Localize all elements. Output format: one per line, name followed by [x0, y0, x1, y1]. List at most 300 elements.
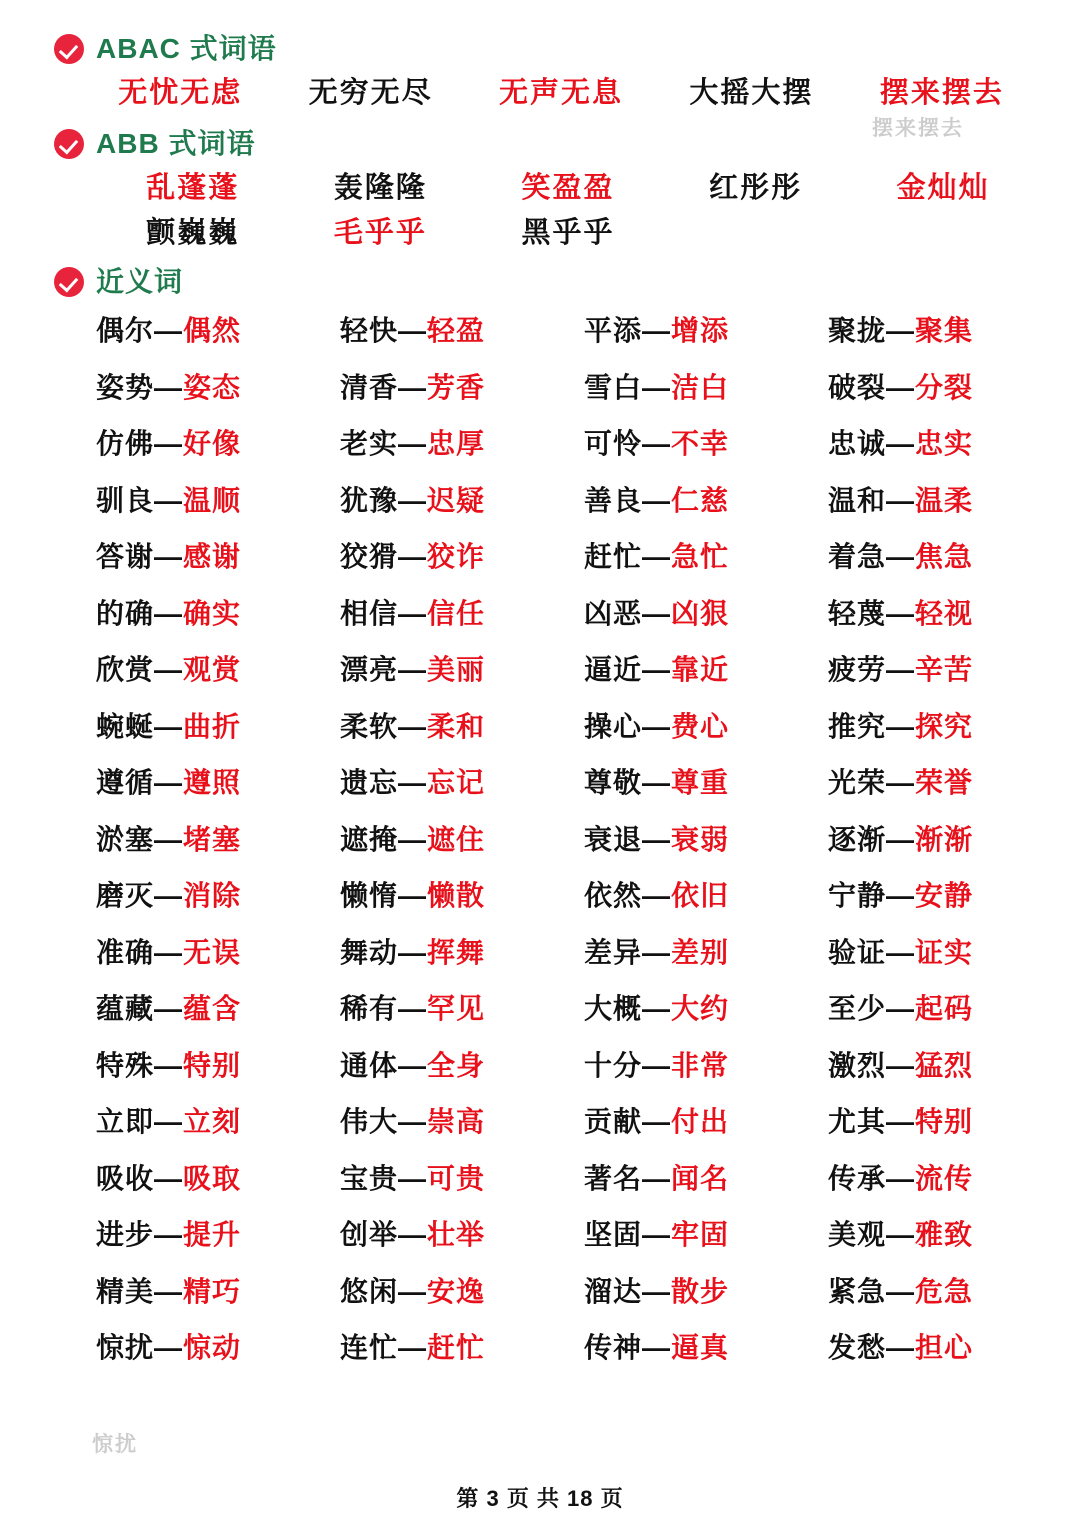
synonym-match: 衰弱: [671, 823, 730, 855]
synonym-pair: [584, 981, 828, 1038]
synonym-match: 信任: [427, 597, 486, 629]
synonym-pair: [340, 1151, 584, 1208]
synonym-match: 好像: [183, 428, 242, 459]
word-row: [40, 70, 1040, 111]
synonym-pair: [340, 812, 584, 869]
synonym-word: 贡献: [584, 1106, 643, 1137]
synonym-pair: [828, 1320, 1072, 1377]
synonym-pair: [828, 416, 1072, 473]
synonym-separator: —: [398, 1162, 428, 1194]
synonym-word: 逼近: [584, 654, 643, 685]
word-row: [40, 210, 1040, 251]
synonym-separator: —: [398, 767, 428, 798]
synonym-word: 宁静: [828, 880, 887, 911]
synonym-separator: —: [398, 710, 428, 742]
synonym-match: 雅致: [915, 1219, 974, 1250]
synonym-pair: [584, 360, 828, 417]
synonym-match: 安逸: [427, 1275, 486, 1307]
synonym-word: 坚固: [584, 1219, 643, 1250]
synonym-word: 可怜: [584, 428, 643, 459]
synonym-separator: —: [642, 936, 672, 968]
synonym-word: 吸收: [96, 1162, 155, 1194]
synonym-pair: [584, 1207, 828, 1264]
synonym-word: 稀有: [340, 993, 399, 1024]
synonym-match: 散步: [671, 1275, 730, 1307]
synonym-match: 惊动: [183, 1332, 242, 1363]
synonym-word: 操心: [584, 710, 643, 742]
synonym-pair: [828, 586, 1072, 643]
word-item: 轰隆隆: [333, 172, 427, 204]
synonym-pair: [828, 1038, 1072, 1095]
synonym-pair: [828, 868, 1072, 925]
synonym-separator: —: [398, 1332, 428, 1363]
synonym-match: 安静: [915, 880, 974, 911]
synonym-pair: [584, 755, 828, 812]
synonym-separator: —: [398, 484, 428, 516]
synonym-word: 懒惰: [340, 880, 399, 911]
word-item: 无穷无尽: [308, 77, 433, 109]
synonym-word: 精美: [96, 1275, 155, 1307]
synonym-match: 猛烈: [915, 1049, 974, 1081]
synonym-pair: [828, 303, 1072, 360]
synonym-separator: —: [642, 654, 672, 685]
synonym-pair: [584, 1038, 828, 1095]
synonym-pair: [340, 925, 584, 982]
word-item: 颤巍巍: [146, 217, 240, 249]
synonym-word: 传承: [828, 1162, 887, 1194]
section-title-abac: ABAC 式词语: [96, 33, 277, 64]
synonym-separator: —: [642, 428, 672, 459]
synonym-word: 发愁: [828, 1332, 887, 1363]
word-row: [40, 165, 1040, 206]
synonym-pair: [584, 1320, 828, 1377]
synonym-separator: —: [154, 1162, 184, 1194]
synonym-separator: —: [154, 1106, 184, 1137]
synonym-word: 姿势: [96, 371, 155, 403]
synonym-separator: —: [642, 315, 672, 346]
synonym-pair: [828, 699, 1072, 756]
synonym-separator: —: [642, 597, 672, 629]
synonym-word: 尊敬: [584, 767, 643, 798]
synonym-match: 曲折: [183, 710, 242, 742]
synonym-match: 危急: [915, 1275, 974, 1307]
check-circle-icon: [54, 129, 84, 159]
synonym-match: 大约: [671, 993, 730, 1024]
synonym-word: 伟大: [340, 1106, 399, 1137]
synonym-word: 舞动: [340, 936, 399, 968]
synonym-separator: —: [398, 371, 428, 403]
section-header-abb: [54, 129, 1040, 159]
synonym-separator: —: [398, 315, 428, 346]
section-header-abac: [54, 34, 1040, 64]
synonym-match: 迟疑: [427, 484, 486, 516]
synonym-pair: [96, 699, 340, 756]
synonym-word: 狡猾: [340, 541, 399, 572]
synonym-pair: [828, 529, 1072, 586]
synonym-match: 非常: [671, 1049, 730, 1081]
synonym-word: 遮掩: [340, 823, 399, 855]
synonym-pair: [96, 755, 340, 812]
synonym-pair: [828, 812, 1072, 869]
synonym-match: 洁白: [671, 371, 730, 403]
synonym-separator: —: [642, 767, 672, 798]
synonym-match: 观赏: [183, 654, 242, 685]
word-item: 乱蓬蓬: [146, 172, 240, 204]
synonym-match: 美丽: [427, 654, 486, 685]
synonym-separator: —: [642, 993, 672, 1024]
synonym-pair: [584, 586, 828, 643]
synonym-separator: —: [642, 880, 672, 911]
synonym-separator: —: [642, 484, 672, 516]
synonym-word: 遵循: [96, 767, 155, 798]
synonym-separator: —: [886, 597, 916, 629]
synonym-match: 闻名: [671, 1162, 730, 1194]
synonym-match: 荣誉: [915, 767, 974, 798]
synonym-word: 蜿蜒: [96, 710, 155, 742]
watermark: 摆来摆去: [872, 117, 964, 140]
synonym-match: 不幸: [671, 428, 730, 459]
synonym-word: 欣赏: [96, 654, 155, 685]
synonym-match: 靠近: [671, 654, 730, 685]
synonym-pair: [340, 868, 584, 925]
synonym-separator: —: [154, 993, 184, 1024]
synonym-pair: [96, 981, 340, 1038]
synonym-word: 紧急: [828, 1275, 887, 1307]
synonym-word: 的确: [96, 597, 155, 629]
synonym-word: 衰退: [584, 823, 643, 855]
synonym-separator: —: [398, 936, 428, 968]
synonym-pair: [96, 868, 340, 925]
synonym-separator: —: [886, 654, 916, 685]
synonym-pair: [96, 529, 340, 586]
word-item: 无忧无虑: [118, 77, 243, 109]
synonym-word: 蕴藏: [96, 993, 155, 1024]
synonym-pair: [584, 1094, 828, 1151]
word-item: 红彤彤: [709, 172, 803, 204]
synonym-match: 遵照: [183, 767, 242, 798]
synonym-separator: —: [398, 1219, 428, 1250]
synonym-match: 付出: [671, 1106, 730, 1137]
synonym-separator: —: [398, 541, 428, 572]
synonym-separator: —: [398, 1106, 428, 1137]
synonym-pair: [584, 416, 828, 473]
synonym-separator: —: [642, 1219, 672, 1250]
synonym-separator: —: [154, 710, 184, 742]
synonym-match: 崇高: [427, 1106, 486, 1137]
synonym-pair: [340, 642, 584, 699]
synonym-pair: [340, 1094, 584, 1151]
synonym-word: 美观: [828, 1219, 887, 1250]
section-header-synonyms: [54, 267, 1040, 297]
synonym-match: 吸取: [183, 1162, 242, 1194]
synonym-pair: [340, 303, 584, 360]
synonym-match: 堵塞: [183, 823, 242, 855]
synonym-pair: [828, 1207, 1072, 1264]
synonym-word: 通体: [340, 1049, 399, 1081]
synonym-separator: —: [154, 428, 184, 459]
synonym-word: 着急: [828, 541, 887, 572]
synonym-separator: —: [398, 823, 428, 855]
synonym-word: 温和: [828, 484, 887, 516]
synonym-match: 赶忙: [427, 1332, 486, 1363]
synonym-word: 遗忘: [340, 767, 399, 798]
synonym-word: 轻快: [340, 315, 399, 346]
synonym-word: 十分: [584, 1049, 643, 1081]
synonym-pair: [340, 699, 584, 756]
synonym-match: 急忙: [671, 541, 730, 572]
synonym-word: 赶忙: [584, 541, 643, 572]
synonym-word: 淤塞: [96, 823, 155, 855]
synonym-pair: [828, 1264, 1072, 1321]
synonym-separator: —: [886, 428, 916, 459]
synonym-match: 无误: [183, 936, 242, 968]
synonym-separator: —: [398, 1275, 428, 1307]
synonym-separator: —: [886, 1219, 916, 1250]
synonym-pair: [96, 586, 340, 643]
synonym-separator: —: [642, 1106, 672, 1137]
synonym-word: 创举: [340, 1219, 399, 1250]
synonym-pair: [828, 925, 1072, 982]
synonym-word: 偶尔: [96, 315, 155, 346]
synonym-pair: [584, 642, 828, 699]
synonym-pair: [584, 529, 828, 586]
synonym-pair: [96, 1264, 340, 1321]
word-item: 无声无息: [499, 77, 624, 109]
synonym-match: 遮住: [427, 823, 486, 855]
synonym-pair: [584, 1264, 828, 1321]
word-item: 笑盈盈: [521, 172, 615, 204]
synonym-separator: —: [154, 484, 184, 516]
synonym-pair: [96, 1320, 340, 1377]
synonym-match: 全身: [427, 1049, 486, 1081]
synonym-separator: —: [886, 541, 916, 572]
synonym-separator: —: [886, 823, 916, 855]
synonym-word: 逐渐: [828, 823, 887, 855]
page-footer: 第 3 页 共 18 页: [456, 1486, 624, 1511]
synonym-match: 芳香: [427, 371, 486, 403]
synonym-word: 平添: [584, 315, 643, 346]
synonym-word: 立即: [96, 1106, 155, 1137]
synonym-match: 聚集: [915, 315, 974, 346]
synonym-separator: —: [154, 767, 184, 798]
synonym-separator: —: [154, 597, 184, 629]
synonym-word: 凶恶: [584, 597, 643, 629]
synonym-word: 连忙: [340, 1332, 399, 1363]
synonym-match: 证实: [915, 936, 974, 968]
synonym-word: 著名: [584, 1162, 643, 1194]
synonym-word: 忠诚: [828, 428, 887, 459]
synonym-match: 温顺: [183, 484, 242, 516]
synonym-word: 至少: [828, 993, 887, 1024]
synonym-pair: [96, 925, 340, 982]
synonym-separator: —: [154, 1219, 184, 1250]
synonym-separator: —: [398, 654, 428, 685]
synonym-match: 轻盈: [427, 315, 486, 346]
synonym-pair: [584, 868, 828, 925]
synonym-match: 仁慈: [671, 484, 730, 516]
synonym-word: 依然: [584, 880, 643, 911]
synonym-separator: —: [398, 880, 428, 911]
synonym-word: 磨灭: [96, 880, 155, 911]
synonym-pair: [584, 303, 828, 360]
synonym-pair: [96, 303, 340, 360]
synonym-match: 立刻: [183, 1106, 242, 1137]
synonym-separator: —: [154, 936, 184, 968]
synonym-word: 大概: [584, 993, 643, 1024]
synonym-pair: [828, 755, 1072, 812]
synonym-match: 渐渐: [915, 823, 974, 855]
synonym-pair: [584, 925, 828, 982]
synonym-match: 懒散: [427, 880, 486, 911]
synonym-match: 感谢: [183, 541, 242, 572]
synonym-separator: —: [398, 993, 428, 1024]
synonym-separator: —: [398, 1049, 428, 1081]
synonym-word: 验证: [828, 936, 887, 968]
word-item: 黑乎乎: [521, 217, 615, 249]
synonym-separator: —: [154, 315, 184, 346]
synonym-separator: —: [886, 315, 916, 346]
synonym-word: 雪白: [584, 371, 643, 403]
synonym-separator: —: [642, 823, 672, 855]
synonym-pair: [828, 473, 1072, 530]
synonym-match: 分裂: [915, 371, 974, 403]
synonym-separator: —: [398, 428, 428, 459]
synonym-pair: [340, 755, 584, 812]
synonym-match: 起码: [915, 993, 974, 1024]
synonym-word: 犹豫: [340, 484, 399, 516]
synonym-word: 尤其: [828, 1106, 887, 1137]
word-item: 毛乎乎: [333, 217, 427, 249]
synonym-word: 聚拢: [828, 315, 887, 346]
section-title-abb: ABB 式词语: [96, 128, 256, 159]
synonym-word: 激烈: [828, 1049, 887, 1081]
word-item: 大摇大摆: [689, 77, 814, 109]
synonym-separator: —: [886, 936, 916, 968]
synonym-match: 担心: [915, 1332, 974, 1363]
synonym-word: 惊扰: [96, 1332, 155, 1363]
synonym-match: 偶然: [183, 315, 242, 346]
synonym-pair: [828, 1151, 1072, 1208]
synonym-separator: —: [886, 880, 916, 911]
synonym-pair: [96, 473, 340, 530]
word-item: 金灿灿: [896, 172, 990, 204]
synonym-word: 柔软: [340, 710, 399, 742]
synonym-word: 破裂: [828, 371, 887, 403]
synonym-word: 清香: [340, 371, 399, 403]
synonym-pair: [584, 1151, 828, 1208]
synonym-pair: [828, 642, 1072, 699]
synonym-pair: [96, 1094, 340, 1151]
synonym-separator: —: [154, 880, 184, 911]
synonym-pair: [96, 1207, 340, 1264]
synonym-word: 漂亮: [340, 654, 399, 685]
synonym-match: 精巧: [183, 1275, 242, 1307]
synonym-match: 特别: [183, 1049, 242, 1081]
synonym-word: 差异: [584, 936, 643, 968]
synonym-separator: —: [886, 710, 916, 742]
synonym-word: 疲劳: [828, 654, 887, 685]
synonym-separator: —: [886, 1106, 916, 1137]
synonym-word: 溜达: [584, 1275, 643, 1307]
synonym-word: 传神: [584, 1332, 643, 1363]
synonym-pair: [340, 1207, 584, 1264]
synonym-word: 善良: [584, 484, 643, 516]
synonym-match: 确实: [183, 597, 242, 629]
synonym-separator: —: [642, 1332, 672, 1363]
synonym-match: 提升: [183, 1219, 242, 1250]
synonym-pair: [96, 360, 340, 417]
synonym-match: 逼真: [671, 1332, 730, 1363]
synonym-separator: —: [642, 710, 672, 742]
synonym-pair: [340, 473, 584, 530]
synonym-match: 壮举: [427, 1219, 486, 1250]
synonym-match: 狡诈: [427, 541, 486, 572]
synonym-separator: —: [154, 823, 184, 855]
synonym-match: 忘记: [427, 767, 486, 798]
synonym-word: 仿佛: [96, 428, 155, 459]
synonym-match: 忠厚: [427, 428, 486, 459]
synonym-word: 光荣: [828, 767, 887, 798]
synonym-match: 罕见: [427, 993, 486, 1024]
synonym-separator: —: [154, 541, 184, 572]
synonym-word: 特殊: [96, 1049, 155, 1081]
synonym-match: 尊重: [671, 767, 730, 798]
synonym-separator: —: [154, 1049, 184, 1081]
synonym-separator: —: [642, 1275, 672, 1307]
synonym-match: 消除: [183, 880, 242, 911]
synonym-word: 宝贵: [340, 1162, 399, 1194]
synonym-word: 推究: [828, 710, 887, 742]
synonym-match: 特别: [915, 1106, 974, 1137]
synonym-match: 柔和: [427, 710, 486, 742]
synonym-word: 相信: [340, 597, 399, 629]
synonym-pair: [96, 1151, 340, 1208]
synonym-separator: —: [642, 541, 672, 572]
synonym-match: 焦急: [915, 541, 974, 572]
synonym-separator: —: [154, 1275, 184, 1307]
synonym-separator: —: [886, 1049, 916, 1081]
synonym-match: 增添: [671, 315, 730, 346]
synonym-separator: —: [886, 484, 916, 516]
synonym-match: 流传: [915, 1162, 974, 1194]
section-title-synonyms: 近义词: [96, 266, 184, 297]
synonym-pair: [584, 812, 828, 869]
synonym-match: 探究: [915, 710, 974, 742]
synonym-pair: [340, 1038, 584, 1095]
synonym-match: 可贵: [427, 1162, 486, 1194]
synonym-separator: —: [642, 1162, 672, 1194]
synonym-pair: [340, 360, 584, 417]
synonym-pair: [340, 416, 584, 473]
synonym-match: 依旧: [671, 880, 730, 911]
synonym-match: 蕴含: [183, 993, 242, 1024]
check-circle-icon: [54, 34, 84, 64]
synonym-word: 轻蔑: [828, 597, 887, 629]
synonym-pair: [96, 1038, 340, 1095]
synonym-separator: —: [886, 993, 916, 1024]
synonym-word: 驯良: [96, 484, 155, 516]
synonym-separator: —: [886, 1275, 916, 1307]
synonym-match: 辛苦: [915, 654, 974, 685]
synonym-pair: [340, 1264, 584, 1321]
synonym-match: 温柔: [915, 484, 974, 516]
check-circle-icon: [54, 267, 84, 297]
synonym-separator: —: [398, 597, 428, 629]
synonym-separator: —: [642, 1049, 672, 1081]
synonym-pair: [340, 1320, 584, 1377]
synonym-pair: [96, 416, 340, 473]
synonym-separator: —: [642, 371, 672, 403]
